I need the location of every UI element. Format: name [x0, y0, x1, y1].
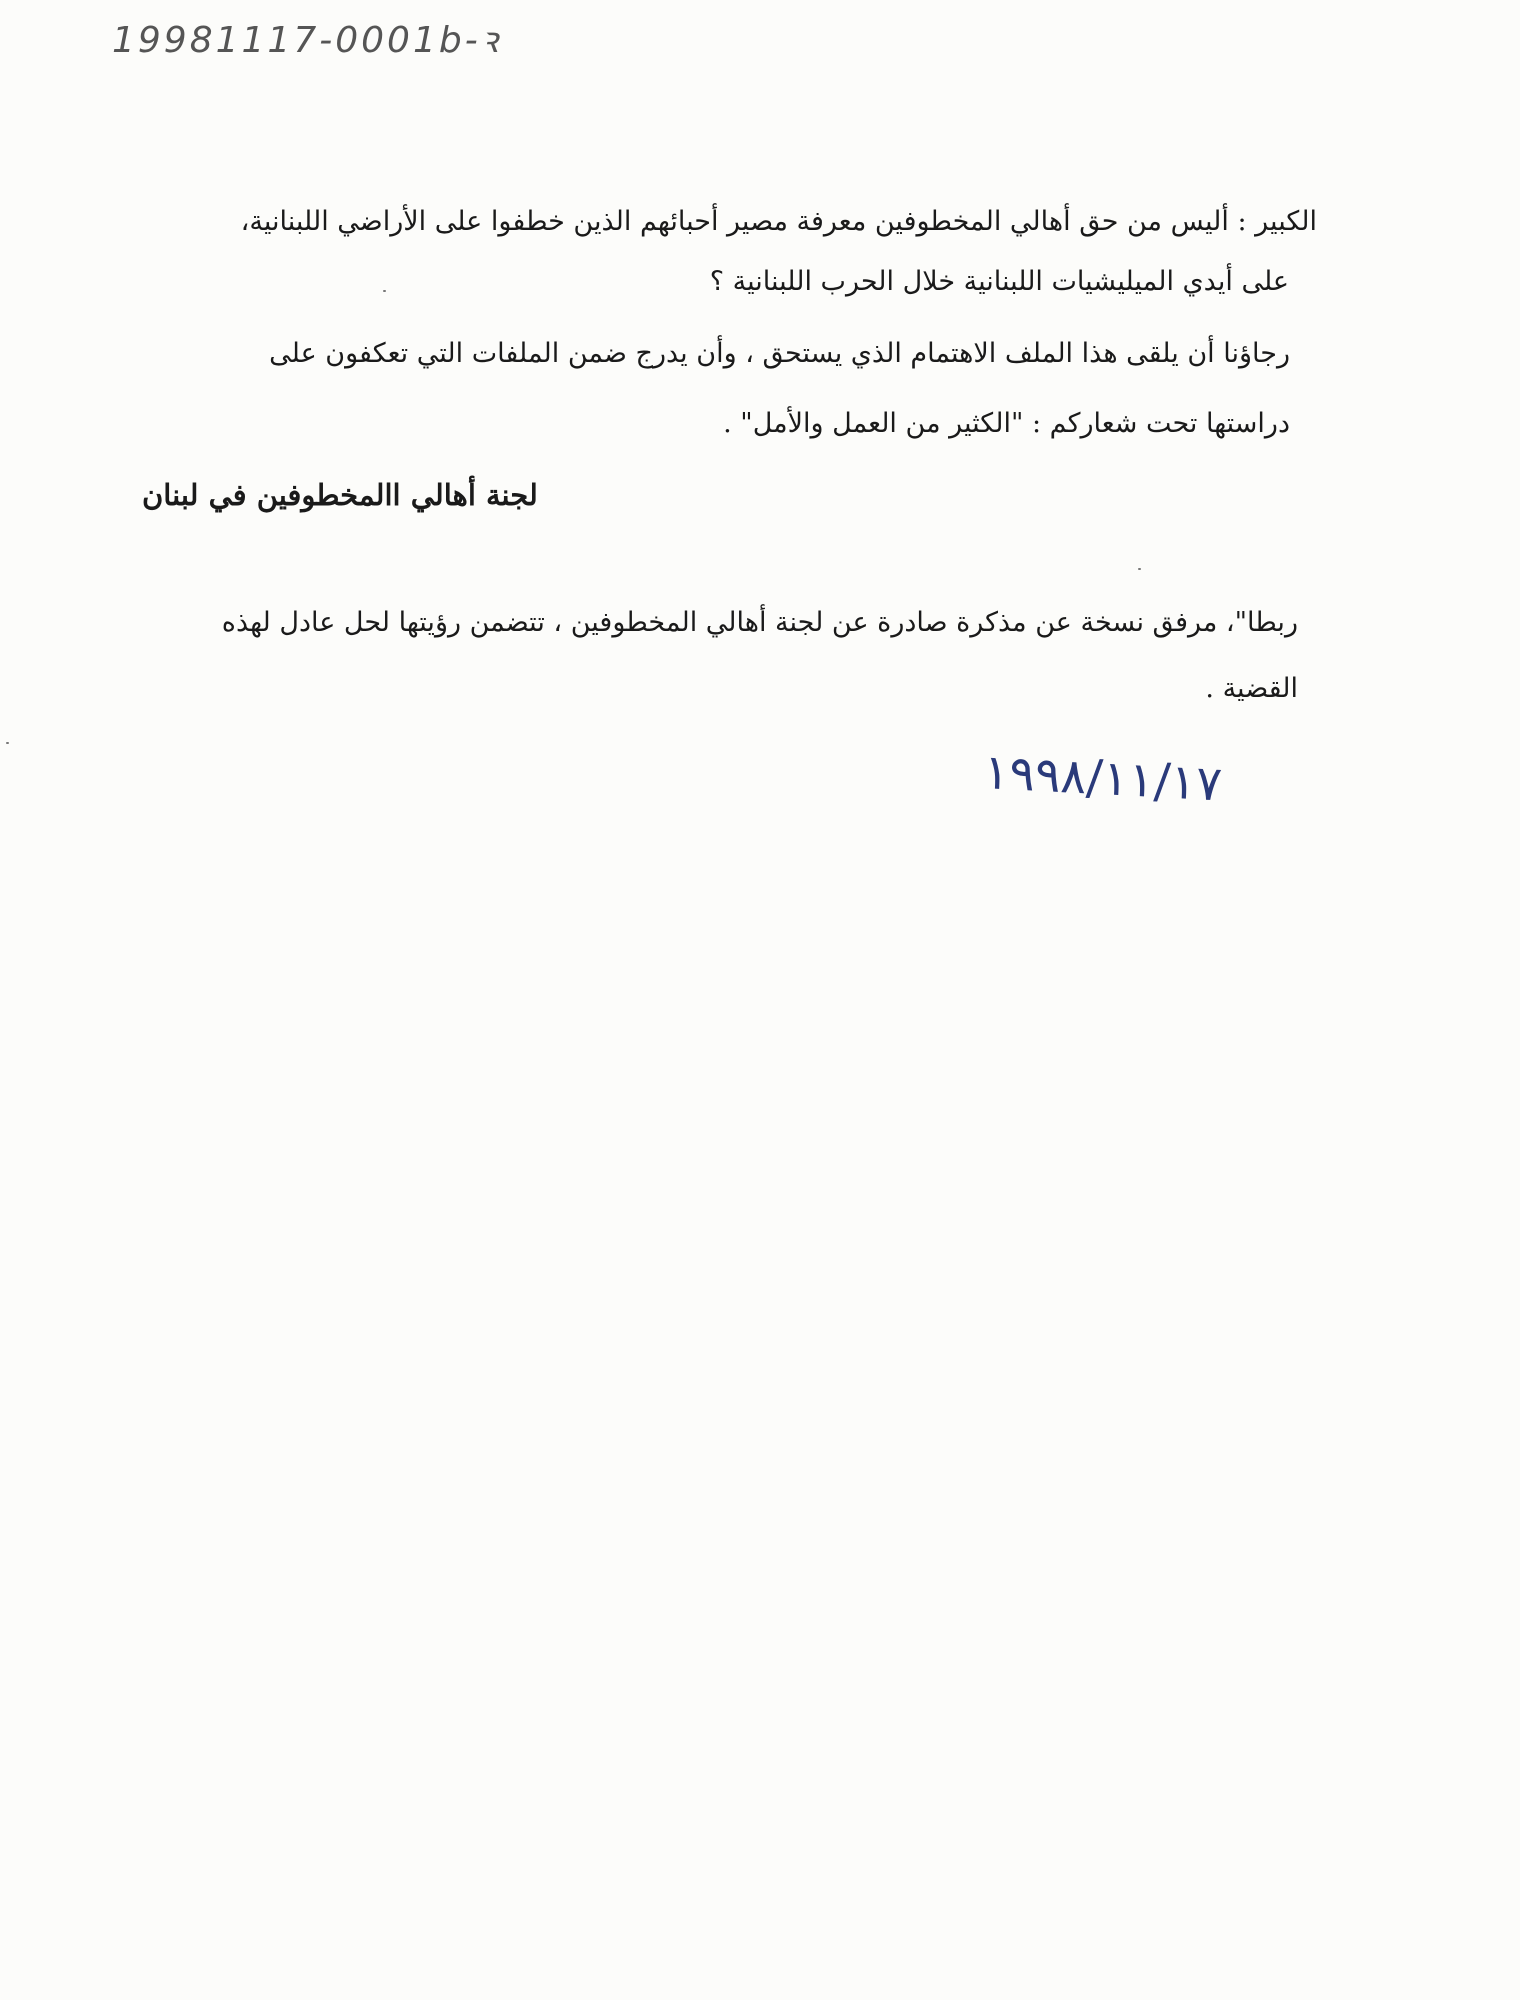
archive-reference: 19981117-0001b-ꝛ — [112, 20, 501, 61]
scan-speck — [383, 290, 386, 292]
body-line-3: رجاؤنا أن يلقى هذا الملف الاهتمام الذي يستحق ، وأن يدرج ضمن الملفات التي تعكفون على — [269, 338, 1290, 369]
scan-speck — [6, 742, 9, 744]
signature: لجنة أهالي االمخطوفين في لبنان — [142, 478, 538, 512]
body-line-1: الكبير : أليس من حق أهالي المخطوفين معرفة مصير أحبائهم الذين خطفوا على الأراضي اللبنانية، — [240, 206, 1317, 237]
handwritten-date: ١٩٩٨/١١/١٧ — [982, 744, 1224, 813]
attachment-line-2: القضية . — [1205, 673, 1298, 704]
attachment-line-1: ربطا"، مرفق نسخة عن مذكرة صادرة عن لجنة أهالي المخطوفين ، تتضمن رؤيتها لحل عادل لهذه — [221, 607, 1298, 638]
body-line-2: على أيدي الميليشيات اللبنانية خلال الحرب اللبنانية ؟ — [709, 266, 1289, 297]
body-line-4: دراستها تحت شعاركم : "الكثير من العمل والأمل" . — [723, 408, 1290, 439]
scan-speck — [1138, 568, 1141, 570]
